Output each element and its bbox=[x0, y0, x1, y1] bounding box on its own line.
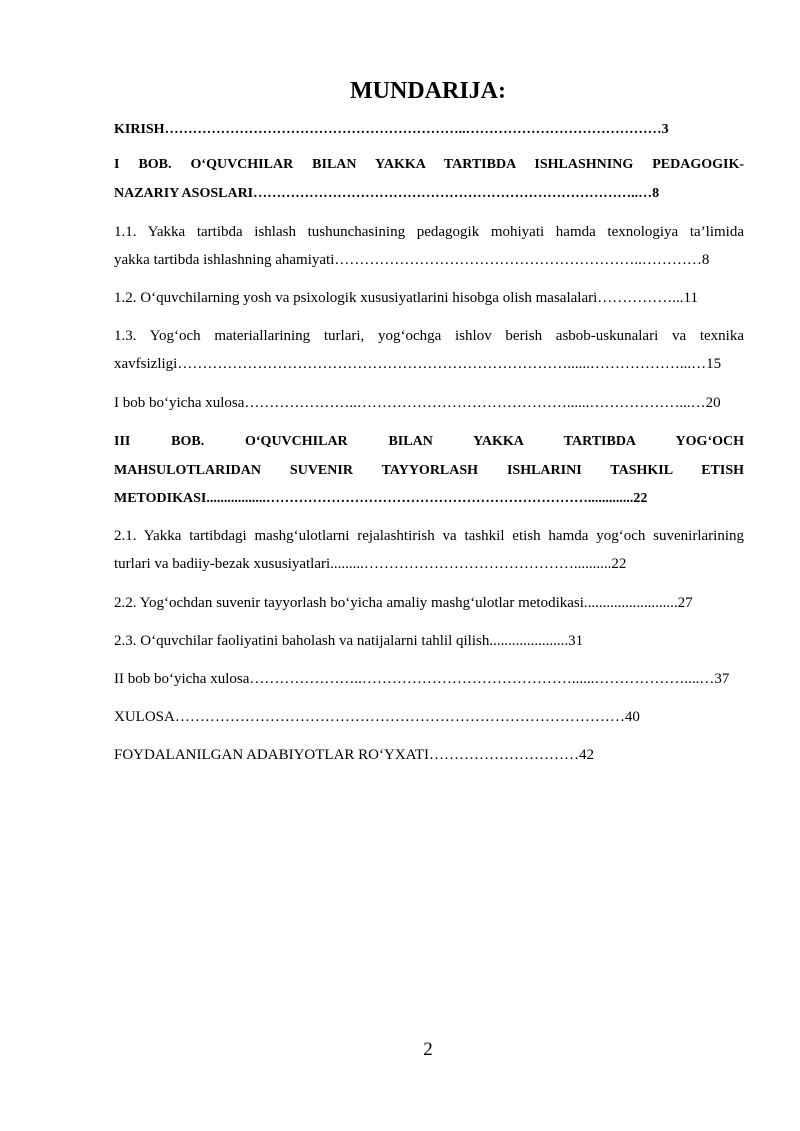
toc-entry-chapter-3-line-1: III BOB. O‘QUVCHILAR BILAN YAKKA TARTIBDA YOG‘OCH bbox=[114, 434, 744, 449]
toc-entry-chapter-3-line-3: METODIKASI.................…………………………………………………………….............22 bbox=[114, 491, 648, 506]
toc-entry-chapter-1-conclusion: I bob bo‘yicha xulosa…………………..……………………………………......………………...…20 bbox=[114, 395, 721, 411]
page-title: MUNDARIJA: bbox=[350, 78, 506, 104]
toc-entry-chapter-2-conclusion: II bob bo‘yicha xulosa…………………..……………………………………......………………....…37 bbox=[114, 671, 730, 687]
toc-entry-1-2: 1.2. O‘quvchilarning yosh va psixologik xususiyatlarini hisobga olish masalalari……………...11 bbox=[114, 290, 698, 306]
toc-entry-chapter-3-line-2: MAHSULOTLARIDAN SUVENIR TAYYORLASH ISHLARINI TASHKIL ETISH bbox=[114, 463, 744, 478]
toc-entry-chapter-1-line-2: NAZARIY ASOSLARI………………………………………………………………………..…8 bbox=[114, 186, 660, 201]
toc-entry-1-3-line-2: xavfsizligi……………………………………………………………………......………………...…15 bbox=[114, 356, 722, 372]
toc-entry-1-1-line-1: 1.1. Yakka tartibda ishlash tushunchasining pedagogik mohiyati hamda texnologiya ta’limida bbox=[114, 224, 744, 240]
toc-entry-kirish: KIRISH………………………………………………………..……………………………………3 bbox=[114, 122, 669, 137]
page-number: 2 bbox=[423, 1039, 433, 1060]
toc-entry-2-2: 2.2. Yog‘ochdan suvenir tayyorlash bo‘yicha amaliy mashg‘ulotlar metodikasi.........................27 bbox=[114, 595, 693, 611]
toc-entry-references: FOYDALANILGAN ADABIYOTLAR RO‘YXATI…………………………42 bbox=[114, 747, 594, 763]
toc-entry-xulosa: XULOSA………………………………………………………………………………40 bbox=[114, 709, 640, 725]
toc-entry-2-1-line-2: turlari va badiiy-bezak xususiyatlari.........……………………………………..........22 bbox=[114, 556, 627, 572]
toc-entry-chapter-1-line-1: I BOB. O‘QUVCHILAR BILAN YAKKA TARTIBDA ISHLASHNING PEDAGOGIK- bbox=[114, 157, 744, 172]
toc-entry-1-1-line-2: yakka tartibda ishlashning ahamiyati……………………………………………………..…………8 bbox=[114, 252, 710, 268]
toc-entry-2-3: 2.3. O‘quvchilar faoliyatini baholash va natijalarni tahlil qilish.....................31 bbox=[114, 633, 584, 649]
toc-entry-1-3-line-1: 1.3. Yog‘och materiallarining turlari, yog‘ochga ishlov berish asbob-uskunalari va texnika bbox=[114, 328, 744, 344]
toc-entry-2-1-line-1: 2.1. Yakka tartibdagi mashg‘ulotlarni rejalashtirish va tashkil etish hamda yog‘och suvenirlarining bbox=[114, 528, 744, 544]
